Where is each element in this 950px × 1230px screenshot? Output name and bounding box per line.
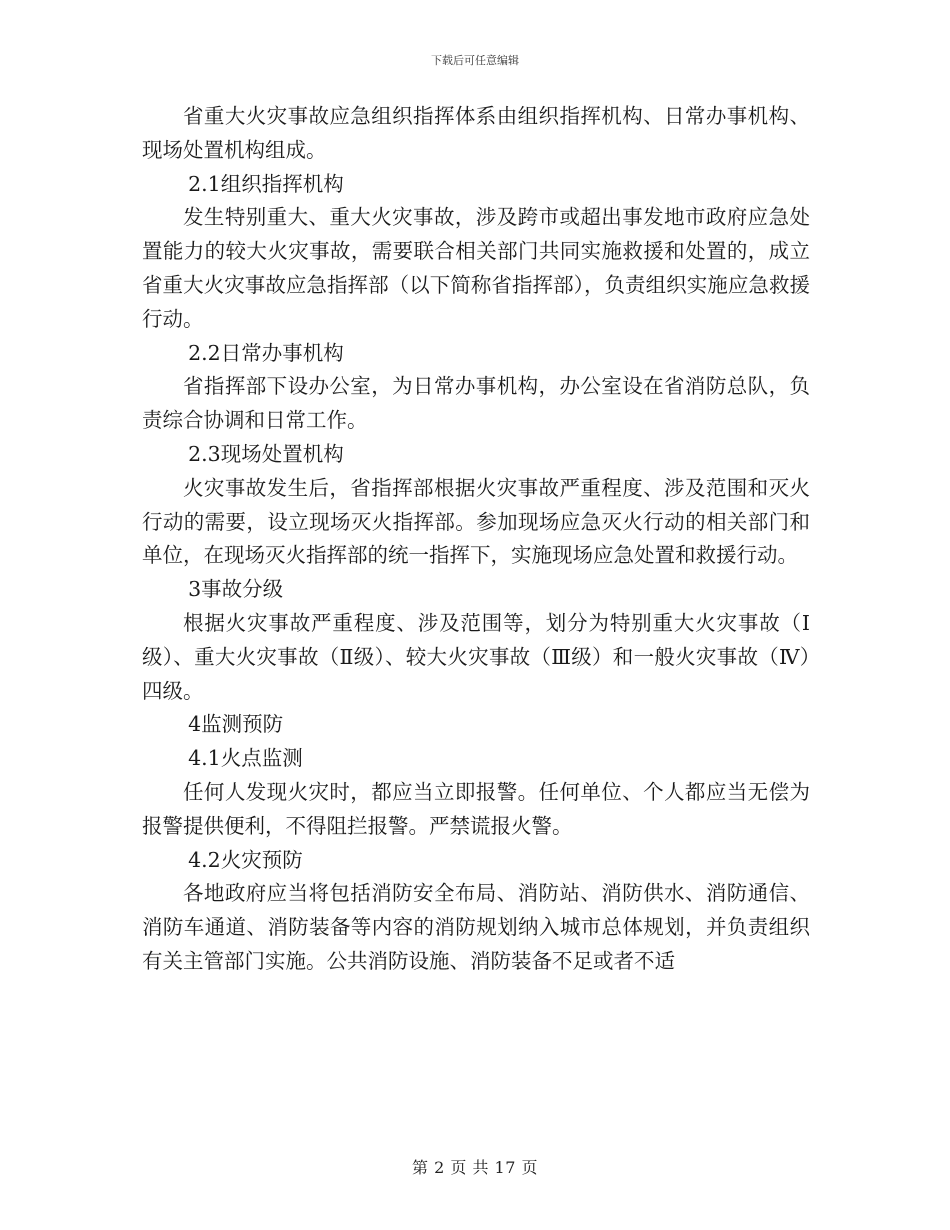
section-heading: 4监测预防 xyxy=(188,712,284,737)
page-footer: 第 2 页 共 17 页 xyxy=(412,1158,538,1177)
section-heading: 2.3现场处置机构 xyxy=(188,441,344,466)
paragraph: 发生特别重大、重大火灾事故，涉及跨市或超出事发地市政府应急处置能力的较大火灾事故，需要联合相关部门共同实施救援和处置的，成立省重大火灾事故应急指挥部（以下简称省指挥部），负责组织实施应急救援行动。 xyxy=(142,205,810,331)
document-body xyxy=(142,100,810,979)
section-heading: 4.2火灾预防 xyxy=(188,847,303,872)
paragraph: 任何人发现火灾时，都应当立即报警。任何单位、个人都应当无偿为报警提供便利，不得阻拦报警。严禁谎报火警。 xyxy=(142,779,810,838)
section-heading: 2.1组织指挥机构 xyxy=(188,171,344,196)
paragraph: 根据火灾事故严重程度、涉及范围等，划分为特别重大火灾事故（Ⅰ级）、重大火灾事故（Ⅱ级）、较大火灾事故（Ⅲ级）和一般火灾事故（Ⅳ）四级。 xyxy=(142,610,810,703)
section-heading: 4.1火点监测 xyxy=(188,746,303,771)
page-header: 下载后可任意编辑 xyxy=(431,54,519,67)
paragraph: 各地政府应当将包括消防安全布局、消防站、消防供水、消防通信、消防车通道、消防装备等内容的消防规划纳入城市总体规划，并负责组织有关主管部门实施。公共消防设施、消防装备不足或者不适 xyxy=(142,881,810,973)
section-heading: 2.2日常办事机构 xyxy=(188,340,344,365)
paragraph: 火灾事故发生后，省指挥部根据火灾事故严重程度、涉及范围和灭火行动的需要，设立现场灭火指挥部。参加现场应急灭火行动的相关部门和单位，在现场灭火指挥部的统一指挥下，实施现场应急处置和救援行动。 xyxy=(142,475,810,568)
paragraph: 省重大火灾事故应急组织指挥体系由组织指挥机构、日常办事机构、现场处置机构组成。 xyxy=(142,104,810,162)
section-heading: 3事故分级 xyxy=(188,577,284,602)
paragraph: 省指挥部下设办公室，为日常办事机构，办公室设在省消防总队，负责综合协调和日常工作。 xyxy=(142,374,810,433)
